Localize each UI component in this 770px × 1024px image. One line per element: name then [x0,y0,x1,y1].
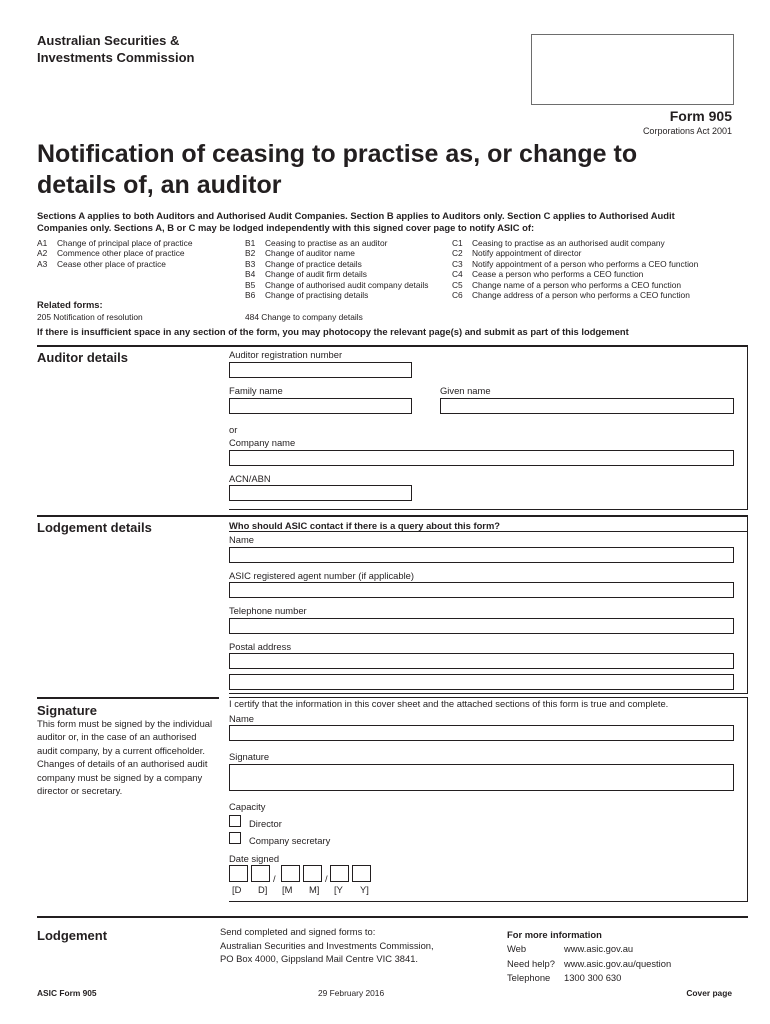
telephone-value: 1300 300 630 [564,972,622,984]
title-line-1: Notification of ceasing to practise as, or change to [37,140,638,168]
list-item: C1 Ceasing to practise as an authorised audit company [452,238,665,248]
lodgement-line-3: PO Box 4000, Gippsland Mail Centre VIC 3841. [220,953,419,965]
footer-form-name: ASIC Form 905 [37,988,97,998]
date-format-hint: Y] [360,884,369,895]
list-item: C4 Cease a person who performs a CEO function [452,269,644,280]
section-divider [229,509,748,510]
help-link[interactable]: www.asic.gov.au/question [564,957,672,969]
postal-address-label: Postal address [229,641,292,652]
question-underline [229,531,748,532]
acn-abn-input[interactable] [229,485,412,501]
org-line-2: Investments Commission [37,50,195,65]
page-title [37,139,737,201]
list-item: B5 Change of authorised audit company details [245,279,429,290]
title-line-2: details of, an auditor [37,171,282,199]
contact-name-label: Name [229,534,255,545]
date-format-hint: [D [232,884,242,895]
more-info-heading: For more information [507,929,602,940]
company-secretary-label: Company secretary [249,835,331,846]
section-divider [229,693,748,694]
signatory-name-input[interactable] [229,725,734,741]
web-link[interactable]: www.asic.gov.au [564,943,634,955]
lodgement-line-1: Send completed and signed forms to: [220,926,376,937]
date-separator: / [273,873,276,884]
form-number: Form 905 [669,108,732,124]
acn-abn-label: ACN/ABN [229,473,271,484]
list-item: A3 Cease other place of practice [37,258,166,269]
auditor-registration-label: Auditor registration number [229,349,343,360]
org-line-1: Australian Securities & [37,33,180,48]
signature-label: Signature [229,751,270,762]
telephone-label: Telephone number [229,605,307,616]
date-format-hint: [M [282,884,293,895]
auditor-registration-input[interactable] [229,362,412,378]
date-format-hint: D] [258,884,268,895]
director-checkbox[interactable] [229,815,241,827]
date-format-hint: [Y [334,884,343,895]
section-divider [37,916,748,918]
section-border [747,697,748,902]
company-name-label: Company name [229,437,296,448]
intro-text [37,210,737,234]
agent-number-label: ASIC registered agent number (if applicable) [229,570,414,581]
section-border [747,345,748,510]
or-label: or [229,424,238,435]
section-border [747,515,748,693]
company-name-input[interactable] [229,450,734,466]
section-divider [37,515,748,517]
more-information [507,928,671,986]
given-name-input[interactable] [440,398,734,414]
insufficient-space-note: If there is insufficient space in any section of the form, you may photocopy the relevant page(s) and submit as part of this lodgement [37,326,629,337]
list-item: B2 Change of auditor name [245,248,355,259]
intro-line-1: Sections A applies to both Auditors and Authorised Audit Companies. Section B applies to Auditors only. Section C applies to Authorised Audit [37,210,675,221]
list-item: B4 Change of audit firm details [245,269,367,280]
list-item: A2 Commence other place of practice [37,248,185,259]
lodgement-line-2: Australian Securities and Investments Commission, [220,939,434,951]
signature-input[interactable] [229,764,734,791]
director-label: Director [249,818,282,829]
certification-statement: I certify that the information in this cover sheet and the attached sections of this form is true and complete. [229,698,669,709]
section-a-list [37,238,192,269]
related-forms-heading: Related forms: [37,299,103,310]
list-item: C5 Change name of a person who performs a CEO function [452,279,682,290]
lodgement-address [220,925,434,966]
footer-page-label: Cover page [686,988,732,998]
given-name-label: Given name [440,385,491,396]
section-divider [229,901,748,902]
list-item: B3 Change of practice details [245,258,362,269]
agent-number-input[interactable] [229,582,734,598]
date-day-2-input[interactable] [251,865,270,882]
office-use-box [531,34,734,105]
company-secretary-checkbox[interactable] [229,832,241,844]
date-day-1-input[interactable] [229,865,248,882]
family-name-input[interactable] [229,398,412,414]
capacity-label: Capacity [229,801,266,812]
telephone-key: Telephone [507,972,551,984]
footer-date: 29 February 2016 [318,988,385,998]
date-year-1-input[interactable] [330,865,349,882]
list-item: C2 Notify appointment of director [452,248,582,259]
signatory-name-label: Name [229,713,255,724]
postal-address-input-line-1[interactable] [229,653,734,669]
section-divider [37,345,748,347]
organisation-name [37,32,195,66]
date-separator: / [325,873,328,884]
list-item: C6 Change address of a person who performs a CEO function [452,290,690,301]
date-month-2-input[interactable] [303,865,322,882]
list-item: A1 Change of principal place of practice [37,238,193,248]
section-b-list [245,238,428,300]
list-item: C3 Notify appointment of a person who performs a CEO function [452,258,699,269]
contact-query-question: Who should ASIC contact if there is a query about this form? [229,520,501,531]
list-item: B6 Change of practising details [245,290,369,301]
act-reference: Corporations Act 2001 [642,126,732,136]
date-year-2-input[interactable] [352,865,371,882]
postal-address-input-line-2[interactable] [229,674,734,690]
lodgement-details-heading: Lodgement details [37,520,152,535]
signature-heading: Signature [37,703,97,718]
telephone-input[interactable] [229,618,734,634]
web-key: Web [507,943,527,955]
lodgement-heading: Lodgement [37,928,108,943]
date-format-hint: M] [309,884,320,895]
section-divider [37,697,219,699]
date-month-1-input[interactable] [281,865,300,882]
auditor-details-heading: Auditor details [37,350,129,365]
list-item: B1 Ceasing to practise as an auditor [245,238,388,248]
family-name-label: Family name [229,385,283,396]
signature-description: This form must be signed by the individual auditor or, in the case of an authorised audit company, by a current officeholder. Changes of details of an authorised audit company must be signed by a company director or secretary. [37,718,213,797]
help-key: Need help? [507,957,555,969]
date-signed-label: Date signed [229,853,280,864]
intro-line-2: Companies only. Sections A, B or C may be lodged independently with this signed cover page to notify ASIC of: [37,222,535,233]
related-form-205: 205 Notification of resolution [37,312,143,322]
contact-name-input[interactable] [229,547,734,563]
section-c-list [452,238,698,300]
related-form-484: 484 Change to company details [245,312,363,322]
